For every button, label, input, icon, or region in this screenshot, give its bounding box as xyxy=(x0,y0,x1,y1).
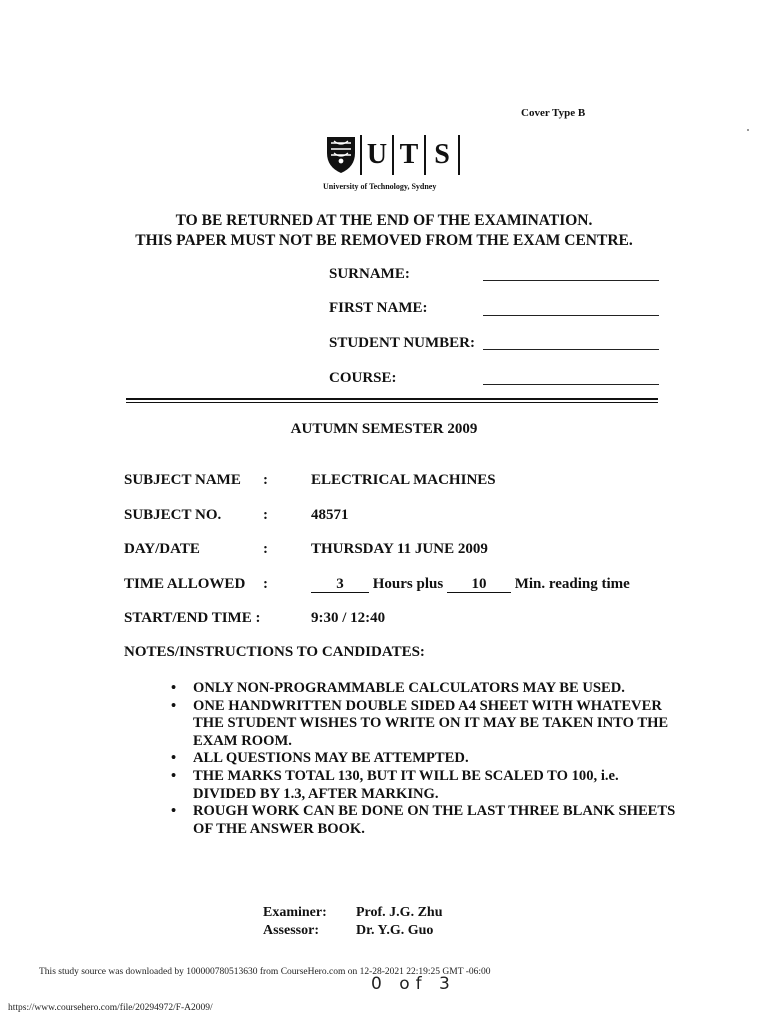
subject-name-value: ELECTRICAL MACHINES xyxy=(311,472,496,488)
logo-caption: University of Technology, Sydney xyxy=(323,182,437,191)
examiner-name: Prof. J.G. Zhu xyxy=(356,905,443,920)
instructions-list xyxy=(165,680,685,838)
student-number-field[interactable] xyxy=(483,349,659,350)
source-url[interactable]: https://www.coursehero.com/file/20294972/F-A2009/ xyxy=(8,1003,213,1013)
examiner-label: Examiner: xyxy=(263,905,327,920)
instruction-item: • ONE HANDWRITTEN DOUBLE SIDED A4 SHEET WITH WHATEVER THE STUDENT WISHES TO WRITE ON IT MAY BE TAKEN INTO THE EXAM ROOM. xyxy=(171,697,669,749)
scan-speck xyxy=(747,129,749,131)
subject-no-label: SUBJECT NO. xyxy=(124,507,222,523)
instruction-item: • ALL QUESTIONS MAY BE ATTEMPTED. xyxy=(171,750,469,767)
subject-no-colon: : xyxy=(263,507,268,523)
uts-logo xyxy=(325,131,465,175)
day-date-colon: : xyxy=(263,541,268,557)
semester-title: AUTUMN SEMESTER 2009 xyxy=(290,421,478,437)
assessor-name: Dr. Y.G. Guo xyxy=(356,923,434,938)
bullet-icon: • xyxy=(171,697,177,714)
removal-notice: THIS PAPER MUST NOT BE REMOVED FROM THE EXAM CENTRE. xyxy=(135,232,633,249)
divider-thin xyxy=(126,402,658,403)
student-number-label: STUDENT NUMBER: xyxy=(329,335,475,351)
instruction-item: • THE MARKS TOTAL 130, BUT IT WILL BE SCALED TO 100, i.e. DIVIDED BY 1.3, AFTER MARKING. xyxy=(171,767,619,802)
cover-type-label: Cover Type B xyxy=(521,107,586,119)
return-notice: TO BE RETURNED AT THE END OF THE EXAMINATION. xyxy=(175,212,593,229)
assessor-label: Assessor: xyxy=(263,923,319,938)
notes-heading: NOTES/INSTRUCTIONS TO CANDIDATES: xyxy=(124,644,425,660)
logo-letter-s: S xyxy=(434,139,450,170)
subject-no-value: 48571 xyxy=(311,507,349,523)
page-mark: 0 of 3 xyxy=(371,974,456,994)
logo-letter-u: U xyxy=(366,139,388,170)
bullet-icon: • xyxy=(171,680,177,696)
surname-field[interactable] xyxy=(483,280,659,281)
minutes-text: Min. reading time xyxy=(514,576,630,592)
hours-value: 3 xyxy=(311,576,369,593)
first-name-label: FIRST NAME: xyxy=(329,300,428,316)
uts-crest-icon xyxy=(325,131,465,175)
start-end-label: START/END TIME : xyxy=(124,610,261,626)
subject-name-label: SUBJECT NAME xyxy=(124,472,241,488)
hours-text: Hours plus xyxy=(372,576,444,592)
instruction-item: • ROUGH WORK CAN BE DONE ON THE LAST THREE BLANK SHEETS OF THE ANSWER BOOK. xyxy=(171,803,676,837)
minutes-value: 10 xyxy=(447,576,511,593)
day-date-label: DAY/DATE xyxy=(124,541,200,557)
day-date-value: THURSDAY 11 JUNE 2009 xyxy=(311,541,488,557)
logo-letter-t: T xyxy=(399,139,419,170)
subject-name-colon: : xyxy=(263,472,268,488)
bullet-icon: • xyxy=(171,750,177,767)
bullet-icon: • xyxy=(171,767,177,784)
course-label: COURSE: xyxy=(329,370,397,386)
bullet-icon: • xyxy=(171,803,177,820)
download-notice: This study source was downloaded by 100000780513630 from CourseHero.com on 12-28-2021 22:19:25 GMT -06:00 xyxy=(39,967,491,977)
first-name-field[interactable] xyxy=(483,315,659,316)
start-end-value: 9:30 / 12:40 xyxy=(311,610,386,626)
instruction-item: • ONLY NON-PROGRAMMABLE CALCULATORS MAY BE USED. xyxy=(171,680,625,696)
time-allowed-value xyxy=(311,576,630,593)
time-allowed-label: TIME ALLOWED xyxy=(124,576,246,592)
course-field[interactable] xyxy=(483,384,659,385)
time-allowed-colon: : xyxy=(263,576,268,592)
divider-thick xyxy=(126,398,658,400)
surname-label: SURNAME: xyxy=(329,266,410,282)
